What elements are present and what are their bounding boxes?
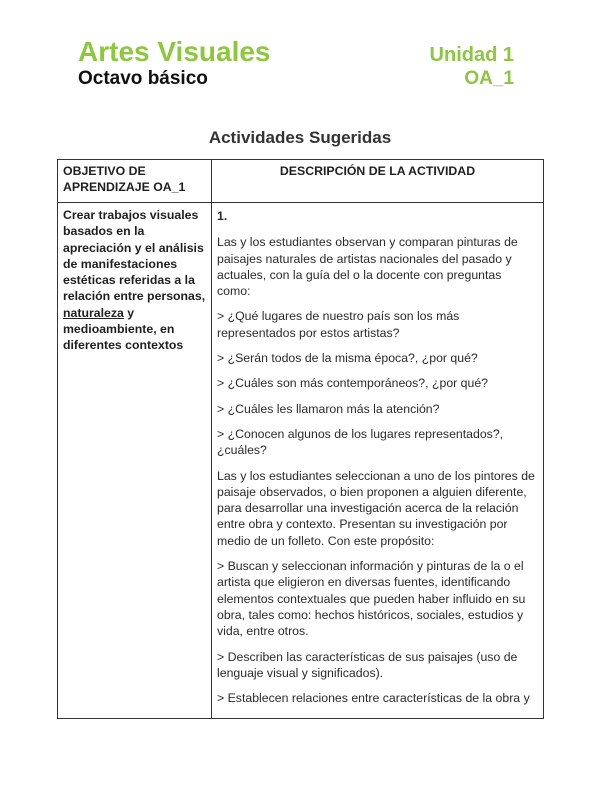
activity-paragraph: Las y los estudiantes observan y comparan pinturas de paisajes naturales de artistas nacionales del pasado y actuales, con la guía del o la docente con preguntas como: bbox=[217, 235, 518, 299]
objective-code: OA_1 bbox=[464, 68, 514, 89]
activities-table bbox=[57, 159, 544, 719]
document-header bbox=[78, 36, 514, 90]
activity-question: > ¿Serán todos de la misma época?, ¿por qué? bbox=[217, 351, 478, 366]
unit-label: Unidad 1 bbox=[429, 44, 514, 66]
subject-title: Artes Visuales bbox=[78, 36, 271, 67]
activity-description-cell bbox=[212, 203, 544, 719]
activity-question: > ¿Conocen algunos de los lugares representados?, ¿cuáles? bbox=[217, 426, 504, 458]
objective-cell bbox=[58, 203, 212, 719]
grade-level: Octavo básico bbox=[78, 68, 208, 89]
header-bottom-row bbox=[78, 68, 514, 90]
activity-question: > ¿Cuáles son más contemporáneos?, ¿por qué? bbox=[217, 376, 489, 391]
activity-question: > ¿Qué lugares de nuestro país son los más representados por estos artistas? bbox=[217, 309, 460, 340]
activity-step: > Buscan y seleccionan información y pinturas de la o el artista que eligieron en diversas fuentes, identificando elementos contextuales que pueden haber influido en su obra, tales como: hechos históricos, sociales, estudios y vida, entre otros. bbox=[217, 559, 526, 639]
objective-underlined-word: naturaleza bbox=[63, 305, 124, 320]
table-header-row bbox=[58, 160, 544, 203]
activity-step: > Establecen relaciones entre características de la obra y bbox=[217, 691, 530, 706]
activity-number: 1. bbox=[217, 209, 228, 223]
objective-column-header: OBJETIVO DE APRENDIZAJE OA_1 bbox=[58, 160, 212, 203]
description-column-header: DESCRIPCIÓN DE LA ACTIVIDAD bbox=[212, 160, 544, 203]
header-top-row bbox=[78, 36, 514, 68]
activity-question: > ¿Cuáles les llamaron más la atención? bbox=[217, 401, 440, 416]
objective-text-end: y medioambiente, en diferentes contextos bbox=[63, 305, 184, 353]
activity-step: > Describen las características de sus paisajes (uso de lenguaje visual y significados). bbox=[217, 649, 518, 680]
section-title: Actividades Sugeridas bbox=[208, 128, 392, 147]
objective-text-start: Crear trabajos visuales basados en la apreciación y el análisis de manifestaciones estéticas referidas a la relación entre personas, bbox=[63, 208, 206, 304]
table-row bbox=[58, 203, 544, 719]
activity-paragraph: Las y los estudiantes seleccionan a uno de los pintores de paisaje observados, o bien proponen a alguien diferente, para desarrollar una investigación acerca de la relación entre obra y contexto. Presentan su investigación por medio de un folleto. Con este propósito: bbox=[217, 468, 535, 548]
